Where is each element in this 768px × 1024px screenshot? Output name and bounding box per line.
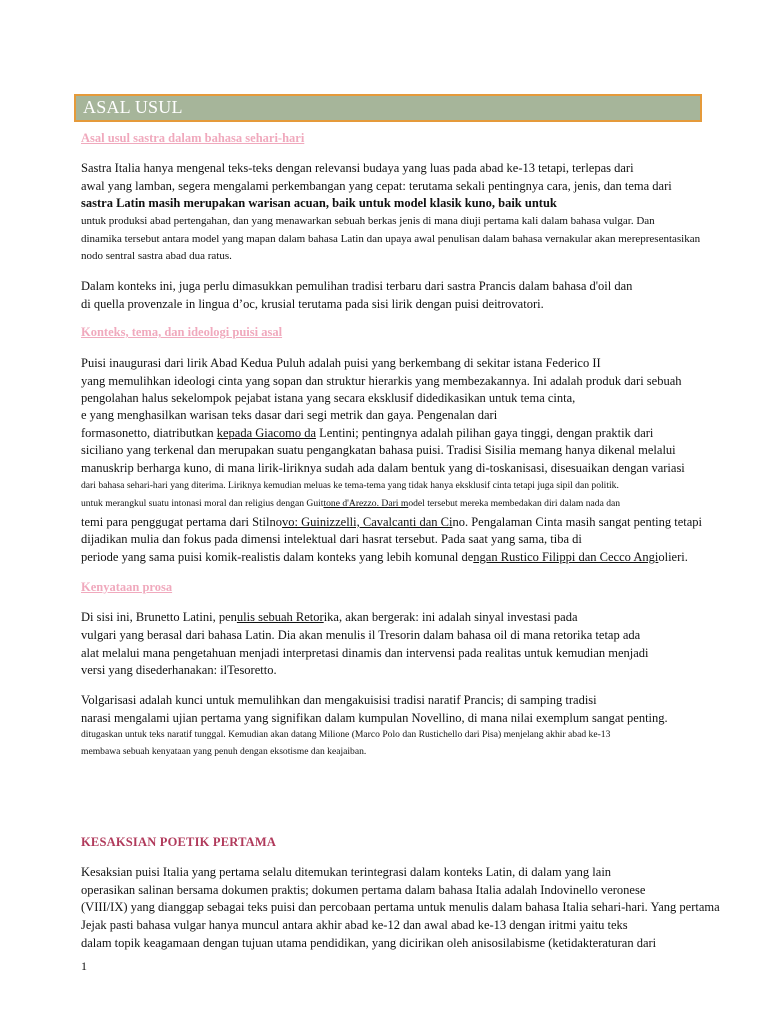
text-line: Puisi inaugurasi dari lirik Abad Kedua Puluh adalah puisi yang berkembang di sekitar istana Federico II bbox=[81, 356, 601, 370]
text-line: yang memulihkan ideologi cinta yang sopan dan struktur hierarkis yang membezakannya. Ini adalah produk dari sebuah bbox=[81, 374, 682, 388]
text-line: awal yang lamban, segera mengalami perkembangan yang cepat: terutama sekali pentingnya cara, jenis, dan tema dari bbox=[81, 179, 672, 193]
text-line: Kesaksian puisi Italia yang pertama selalu ditemukan terintegrasi dalam konteks Latin, di dalam yang lain bbox=[81, 865, 612, 879]
text-line: Dalam konteks ini, juga perlu dimasukkan pemulihan tradisi terbaru dari sastra Prancis dalam bahasa d'oil dan bbox=[81, 279, 633, 293]
underlined-text: kepada Giacomo da bbox=[216, 426, 316, 440]
text-line: dijadikan mulia dan fokus pada dimensi intelektual dari hasrat tersebut. Pada saat yang sama, tiba di bbox=[81, 532, 582, 546]
text-line: operasikan salinan bersama dokumen praktis; dokumen pertama dalam bahasa Italia adalah Indovinello veronese bbox=[81, 883, 646, 897]
page-number: 1 bbox=[81, 959, 87, 973]
text-line: untuk merangkul suatu intonasi moral dan religius dengan Guittone d'Arezzo. Dari model tersebut mereka membedakan diri dalam nada dan bbox=[81, 498, 621, 509]
text-line: nodo sentral sastra abad dua ratus. bbox=[81, 250, 232, 262]
underlined-text: ulis sebuah Retor bbox=[236, 610, 324, 624]
text-line: Sastra Italia hanya mengenal teks-teks dengan relevansi budaya yang luas pada abad ke-13 tetapi, terlepas dari bbox=[81, 161, 634, 175]
underlined-text: tone d'Arezzo. Dari m bbox=[323, 498, 409, 509]
heading-konteks-tema: Konteks, tema, dan ideologi puisi asal bbox=[81, 325, 283, 339]
text-line: Volgarisasi adalah kunci untuk memulihkan dan mengakuisisi tradisi naratif Prancis; di samping tradisi bbox=[81, 693, 597, 707]
text-line: formasonetto, diatributkan kepada Giacomo da Lentini; pentingnya adalah pilihan gaya tinggi, dengan praktik dari bbox=[81, 426, 654, 440]
text-line: dinamika tersebut antara model yang mapan dalam bahasa Latin dan upaya awal penulisan dalam bahasa vernakular akan merepresentasikan bbox=[81, 233, 701, 245]
text-line: pengolahan halus sekelompok pejabat istana yang secara eksklusif didedikasikan untuk tema cinta, bbox=[81, 391, 576, 405]
text-line: periode yang sama puisi komik-realistis dalam konteks yang lebih komunal dengan Rustico Filippi dan Cecco Angiolieri. bbox=[81, 550, 688, 564]
text-line: dari bahasa sehari-hari yang diterima. Liriknya kemudian meluas ke tema-tema yang tidak hanya eksklusif cinta tetapi juga sipil dan politik. bbox=[81, 480, 619, 491]
text-line: Jejak pasti bahasa vulgar hanya muncul antara akhir abad ke-12 dan awal abad ke-13 dengan iritmi yaitu teks bbox=[81, 918, 628, 932]
page-title: ASAL USUL bbox=[83, 97, 183, 117]
title-bar bbox=[74, 94, 702, 122]
text-line: dalam topik keagamaan dengan tujuan utama pendidikan, yang dicirikan oleh anisosilabisme (ketidakteraturan dari bbox=[81, 936, 657, 950]
text-line: e yang menghasilkan warisan teks dasar dari segi metrik dan gaya. Pengenalan dari bbox=[81, 408, 498, 422]
text-line: versi yang disederhanakan: ilTesoretto. bbox=[81, 663, 277, 677]
text-line: alat melalui mana pengetahuan menjadi interpretasi dinamis dan intervensi pada realitas untuk kemudian menjadi bbox=[81, 646, 649, 660]
text-line: manuskrip berharga kuno, di mana lirik-liriknya sudah ada dalam bentuk yang di-toskanisasi, disesuaikan dengan variasi bbox=[81, 461, 685, 475]
underlined-text: ngan Rustico Filippi dan Cecco Angi bbox=[473, 550, 659, 564]
text-line: membawa sebuah kenyataan yang penuh dengan eksotisme dan keajaiban. bbox=[81, 746, 367, 757]
section-title-kesaksian: KESAKSIAN POETIK PERTAMA bbox=[81, 835, 277, 849]
text-line: untuk produksi abad pertengahan, dan yang menawarkan sebuah berkas jenis di mana diuji pertama kali dalam bahasa vulgar. Dan bbox=[81, 215, 655, 227]
heading-asal-usul-sastra: Asal usul sastra dalam bahasa sehari-hari bbox=[81, 131, 305, 145]
underlined-text: vo: Guinizzelli, Cavalcanti dan Ci bbox=[281, 515, 453, 529]
text-line-bold: sastra Latin masih merupakan warisan acuan, baik untuk model klasik kuno, baik untuk bbox=[81, 196, 557, 210]
text-line: narasi mengalami ujian pertama yang signifikan dalam kumpulan Novellino, di mana nilai exemplum sangat penting. bbox=[81, 711, 668, 725]
text-line: Di sisi ini, Brunetto Latini, penulis sebuah Retorika, akan bergerak: ini adalah sinyal investasi pada bbox=[81, 610, 578, 624]
text-line: di quella provenzale in lingua d’oc, krusial terutama pada sisi lirik dengan puisi deitrovatori. bbox=[81, 297, 544, 311]
text-line: ditugaskan untuk teks naratif tunggal. Kemudian akan datang Milione (Marco Polo dan Rustichello dari Pisa) menjelang akhir abad ke-13 bbox=[81, 729, 611, 740]
text-line: vulgari yang berasal dari bahasa Latin. Dia akan menulis il Tresorin dalam bahasa oil di mana retorika tetap ada bbox=[81, 628, 641, 642]
text-line: siciliano yang terkenal dan merupakan suatu pengangkatan bahasa puisi. Tradisi Sisilia memang hanya dikenal melalui bbox=[81, 443, 676, 457]
text-line: temi para penggugat pertama dari Stilnovo: Guinizzelli, Cavalcanti dan Cino. Pengalaman Cinta masih sangat penting tetapi bbox=[81, 515, 703, 529]
text-line: (VIII/IX) yang dianggap sebagai teks puisi dan percobaan pertama untuk menulis dalam bahasa Italia sehari-hari. Yang pertama bbox=[81, 900, 720, 914]
heading-kenyataan-prosa: Kenyataan prosa bbox=[81, 580, 173, 594]
